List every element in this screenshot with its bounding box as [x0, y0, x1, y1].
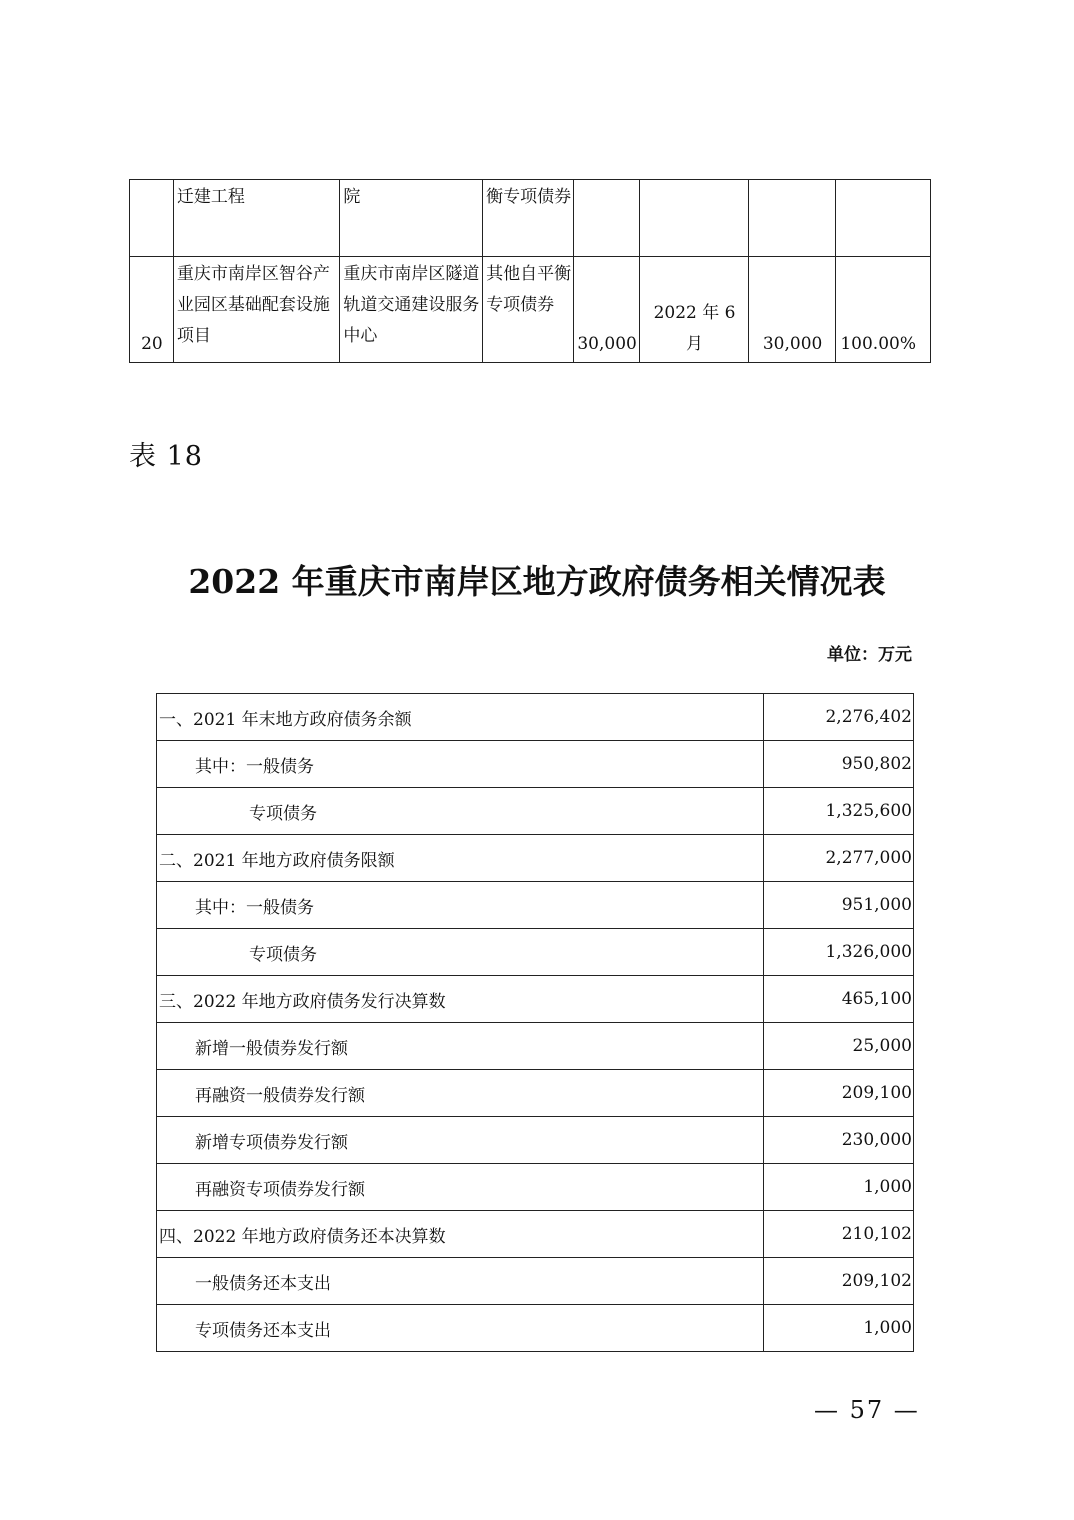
table-number: 表 18 [129, 441, 203, 472]
table-row [157, 1164, 914, 1211]
project-name: 迁建工程 [173, 180, 340, 257]
table-row [157, 741, 914, 788]
bond-type: 其他自平衡专项债券 [483, 257, 574, 363]
row-label: 专项债务还本支出 [157, 1305, 764, 1352]
table-row [157, 1258, 914, 1305]
row-value: 209,100 [764, 1070, 914, 1117]
row-label: 三、2022 年地方政府债务发行决算数 [157, 976, 764, 1023]
bond-type: 衡专项债券 [483, 180, 574, 257]
row-value: 950,802 [764, 741, 914, 788]
row-label: 一、2021 年末地方政府债务余额 [157, 694, 764, 741]
table-row [157, 929, 914, 976]
row-value: 1,325,600 [764, 788, 914, 835]
table-row [157, 1070, 914, 1117]
row-value: 1,000 [764, 1164, 914, 1211]
row-value: 2,277,000 [764, 835, 914, 882]
bond-amount [574, 180, 639, 257]
row-label: 其中：一般债务 [157, 741, 764, 788]
issue-date [639, 180, 748, 257]
project-unit: 院 [340, 180, 483, 257]
row-label: 专项债务 [157, 788, 764, 835]
project-unit: 重庆市南岸区隧道轨道交通建设服务中心 [340, 257, 483, 363]
table-row [130, 180, 931, 257]
table-row [157, 1211, 914, 1258]
table-row [130, 257, 931, 363]
row-value: 465,100 [764, 976, 914, 1023]
issue-date: 2022 年 6 月 [639, 257, 748, 363]
table-row [157, 882, 914, 929]
row-value: 2,276,402 [764, 694, 914, 741]
page-number: — 57 — [814, 1396, 920, 1424]
bond-amount: 30,000 [574, 257, 639, 363]
completion-ratio: 100.00% [835, 257, 930, 363]
row-value: 210,102 [764, 1211, 914, 1258]
row-value: 951,000 [764, 882, 914, 929]
row-label: 新增专项债券发行额 [157, 1117, 764, 1164]
row-value: 25,000 [764, 1023, 914, 1070]
unit-label: 单位：万元 [827, 645, 912, 665]
table-row [157, 694, 914, 741]
issued-amount [749, 180, 836, 257]
row-value: 230,000 [764, 1117, 914, 1164]
table-row [157, 835, 914, 882]
project-name: 重庆市南岸区智谷产业园区基础配套设施项目 [173, 257, 340, 363]
completion-ratio [835, 180, 930, 257]
row-label: 再融资一般债券发行额 [157, 1070, 764, 1117]
row-value: 1,000 [764, 1305, 914, 1352]
issued-amount: 30,000 [749, 257, 836, 363]
row-number: 20 [130, 257, 174, 363]
debt-summary-table [156, 693, 914, 1352]
row-value: 1,326,000 [764, 929, 914, 976]
table-row [157, 1117, 914, 1164]
row-label: 专项债务 [157, 929, 764, 976]
row-label: 再融资专项债券发行额 [157, 1164, 764, 1211]
row-label: 新增一般债券发行额 [157, 1023, 764, 1070]
row-label: 二、2021 年地方政府债务限额 [157, 835, 764, 882]
table-row [157, 788, 914, 835]
row-label: 其中：一般债务 [157, 882, 764, 929]
table-row [157, 1305, 914, 1352]
table-row [157, 976, 914, 1023]
table-row [157, 1023, 914, 1070]
row-value: 209,102 [764, 1258, 914, 1305]
row-label: 一般债务还本支出 [157, 1258, 764, 1305]
row-label: 四、2022 年地方政府债务还本决算数 [157, 1211, 764, 1258]
row-number [130, 180, 174, 257]
page-title: 2022 年重庆市南岸区地方政府债务相关情况表 [188, 562, 886, 601]
project-continuation-table [129, 179, 931, 363]
